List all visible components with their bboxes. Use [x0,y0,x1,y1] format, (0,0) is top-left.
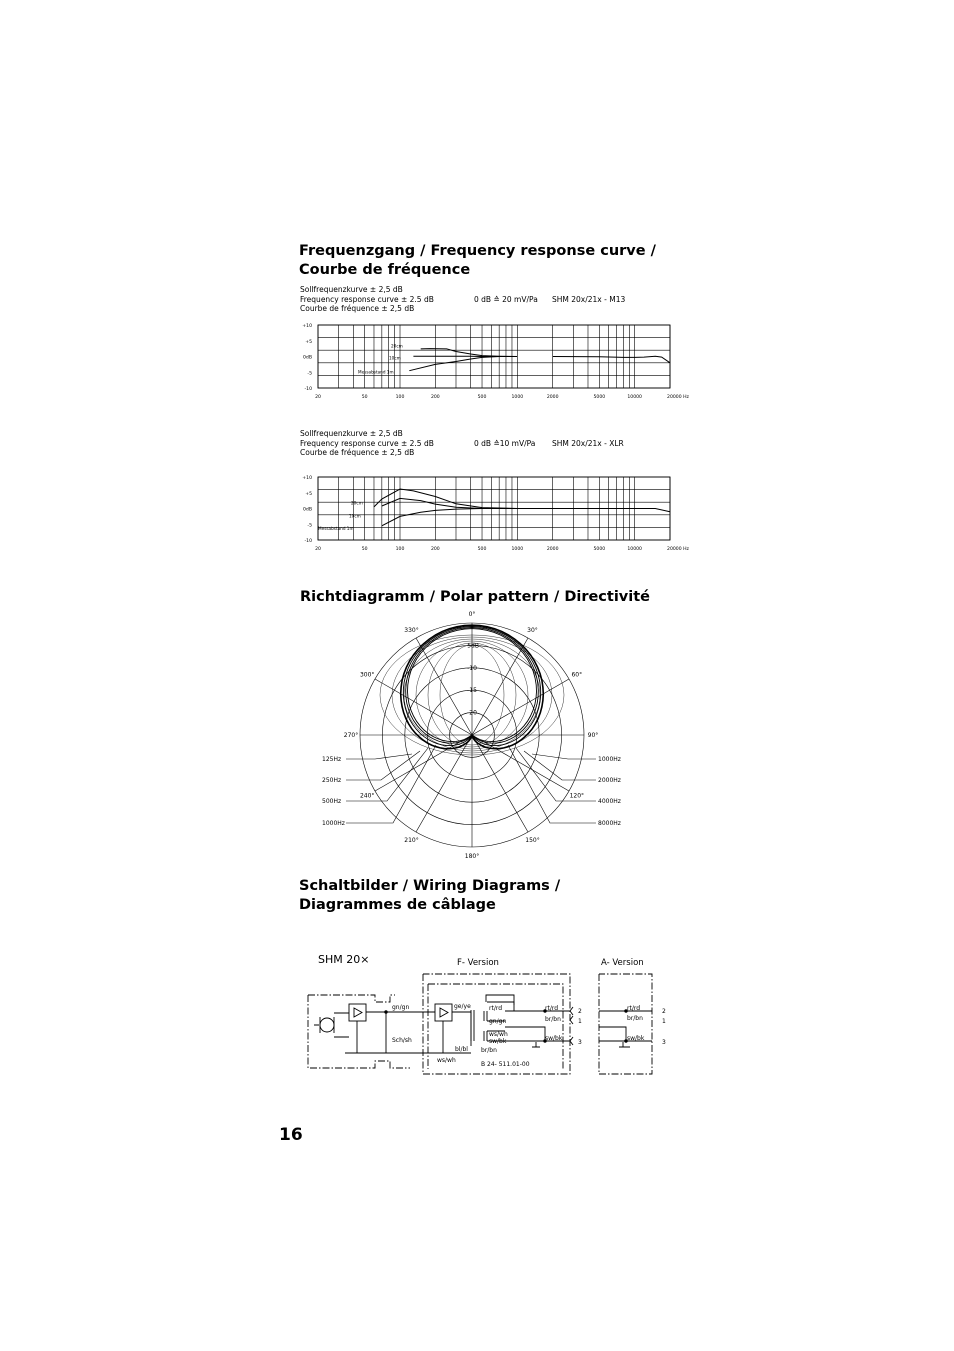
angle-label: 300° [359,671,375,679]
wire-label: bl/bl [455,1046,468,1053]
x-tick-label: 500 [477,547,487,552]
x-tick-label: 5000 [593,547,606,552]
y-tick-label: -10 [304,539,312,544]
x-tick-label: 20 [315,547,321,552]
angle-label: 270° [343,732,359,739]
x-tick-label: 20000 Hz [667,547,689,552]
angle-label: 60° [571,671,583,679]
wire-label: ws/wh [489,1031,508,1038]
chart2-meta-line: Courbe de fréquence ± 2,5 dB [300,448,415,458]
pin-label: 2 [662,1008,666,1015]
x-tick-label: 20000 Hz [667,395,689,400]
db-ring-label: -15 [467,687,477,695]
x-tick-label: 10000 [627,395,642,400]
angle-label: 180° [464,853,480,860]
wire-label: br/bn [627,1015,643,1022]
polar-spoke [375,679,472,735]
x-tick-label: 2000 [546,547,559,552]
x-tick-label: 200 [430,395,440,400]
response-curve [553,356,670,363]
polar-diagram [300,611,660,860]
x-tick-label: 2000 [546,395,559,400]
distance-label: Messabstand 1m [358,369,394,375]
chart1-meta-line: Sollfrequenzkurve ± 2,5 dB [300,285,403,294]
y-tick-label: 0dB [303,507,312,513]
wire-label: Sch/sh [392,1037,412,1044]
x-tick-label: 50 [361,395,368,400]
left-legend-label: 250Hz [322,777,342,784]
y-tick-label: 0dB [303,355,312,361]
right-legend-label: 1000Hz [598,756,621,763]
y-tick-label: +5 [305,339,312,345]
wire-label: sw/bk [545,1035,563,1042]
wiring-section-title-1: Schaltbilder / Wiring Diagrams / [299,878,561,894]
x-tick-label: 20 [315,395,321,400]
freq-section-title-2: Courbe de fréquence [299,262,471,278]
f-version-label: F- Version [457,958,499,968]
chart1-sensitivity: 0 dB ≙ 20 mV/Pa [474,295,538,304]
chart1-meta-line: Frequency response curve ± 2.5 dB [300,294,434,304]
legend-leader [346,751,420,780]
angle-label: 210° [404,836,419,844]
wire-label: ws/wh [437,1057,456,1064]
x-tick-label: 500 [477,395,487,400]
chart1-meta-line: Courbe de fréquence ± 2,5 dB [300,304,415,314]
angle-label: 120° [569,792,585,800]
angle-label: 150° [525,836,540,844]
page-number: 16 [279,1125,303,1145]
y-tick-label: -5 [307,371,312,377]
wire-label: gn/gn [489,1018,507,1025]
chart1-model: SHM 20x/21x - M13 [552,295,626,304]
frequency-chart-xlr [298,472,689,556]
pin-label: 3 [662,1039,666,1046]
polar-spoke [472,735,569,791]
polar-spoke [472,638,528,735]
distance-label: 20cm [391,343,403,349]
wire-label: rt/rd [489,1005,503,1012]
wire-label: ge/ye [454,1003,471,1010]
wire-label: sw/bk [489,1038,507,1045]
left-legend-label: 500Hz [322,798,342,805]
pin-label: 1 [662,1018,666,1025]
x-tick-label: 100 [395,395,405,400]
pin-label: 2 [578,1008,582,1015]
x-tick-label: 100 [395,547,405,552]
wire-label: sw/bk [627,1035,645,1042]
legend-leader [524,751,596,780]
left-legend-label: 125Hz [322,756,342,763]
right-legend-label: 4000Hz [598,798,621,805]
angle-label: 90° [587,732,599,739]
y-tick-label: +10 [302,324,312,329]
x-tick-label: 1000 [511,547,524,552]
y-tick-label: +5 [305,491,312,497]
y-tick-label: -5 [307,523,312,529]
freq-section-title-1: Frequenzgang / Frequency response curve / [299,243,656,259]
y-tick-label: -10 [304,387,312,392]
frequency-chart-m13 [298,320,689,404]
polar-section-title: Richtdiagramm / Polar pattern / Directivité [300,589,650,605]
wiring-diagram [300,945,670,1085]
wiring-model-label: SHM 20× [318,953,370,966]
wire-label: rt/rd [627,1005,641,1012]
polar-spoke [472,679,569,735]
a-version-label: A- Version [601,958,644,968]
response-curve [382,509,518,526]
left-legend-label: 1000Hz [322,820,345,827]
distance-label: 10cm [349,513,361,519]
legend-leader [346,748,428,801]
x-tick-label: 200 [430,547,440,552]
angle-label: 30° [527,627,538,635]
x-tick-label: 10000 [627,547,642,552]
db-ring-label: -5dB [465,642,479,650]
x-tick-label: 5000 [593,395,606,400]
db-ring-label: -10 [467,664,477,672]
right-legend-label: 2000Hz [598,777,621,784]
angle-label: 240° [359,792,375,800]
distance-label: Messabstand 1m [318,526,354,532]
response-curve [409,357,517,371]
y-tick-label: +10 [302,476,312,481]
angle-label: 330° [404,627,419,635]
wiring-section-title-2: Diagrammes de câblage [299,897,496,913]
legend-leader [532,754,596,759]
chart2-meta-line: Sollfrequenzkurve ± 2,5 dB [300,429,403,438]
angle-label: 0° [468,611,476,618]
x-tick-label: 1000 [511,395,524,400]
right-legend-label: 8000Hz [598,820,621,827]
chart2-meta-line: Frequency response curve ± 2.5 dB [300,438,434,448]
db-ring-label: -20 [467,709,477,717]
wire-label: gn/gn [392,1004,410,1011]
response-curve [382,498,518,508]
wire-label: br/bn [481,1047,497,1054]
pin-label: 1 [578,1018,582,1025]
polar-spoke [416,638,472,735]
distance-label: 10cm [389,355,401,361]
chart2-model: SHM 20x/21x - XLR [552,439,624,448]
polar-spoke [375,735,472,791]
pin-label: 3 [578,1039,582,1046]
wire-label: rt/rd [545,1005,559,1012]
x-tick-label: 50 [361,547,368,552]
chart1-meta [300,285,434,314]
chart2-meta [300,429,434,458]
distance-label: 20cm [351,500,363,506]
wire-label: br/bn [545,1016,561,1023]
chart2-sensitivity: 0 dB ≙10 mV/Pa [474,439,536,448]
part-number: B 24- 511.01-00 [481,1061,530,1068]
legend-leader [346,754,412,759]
